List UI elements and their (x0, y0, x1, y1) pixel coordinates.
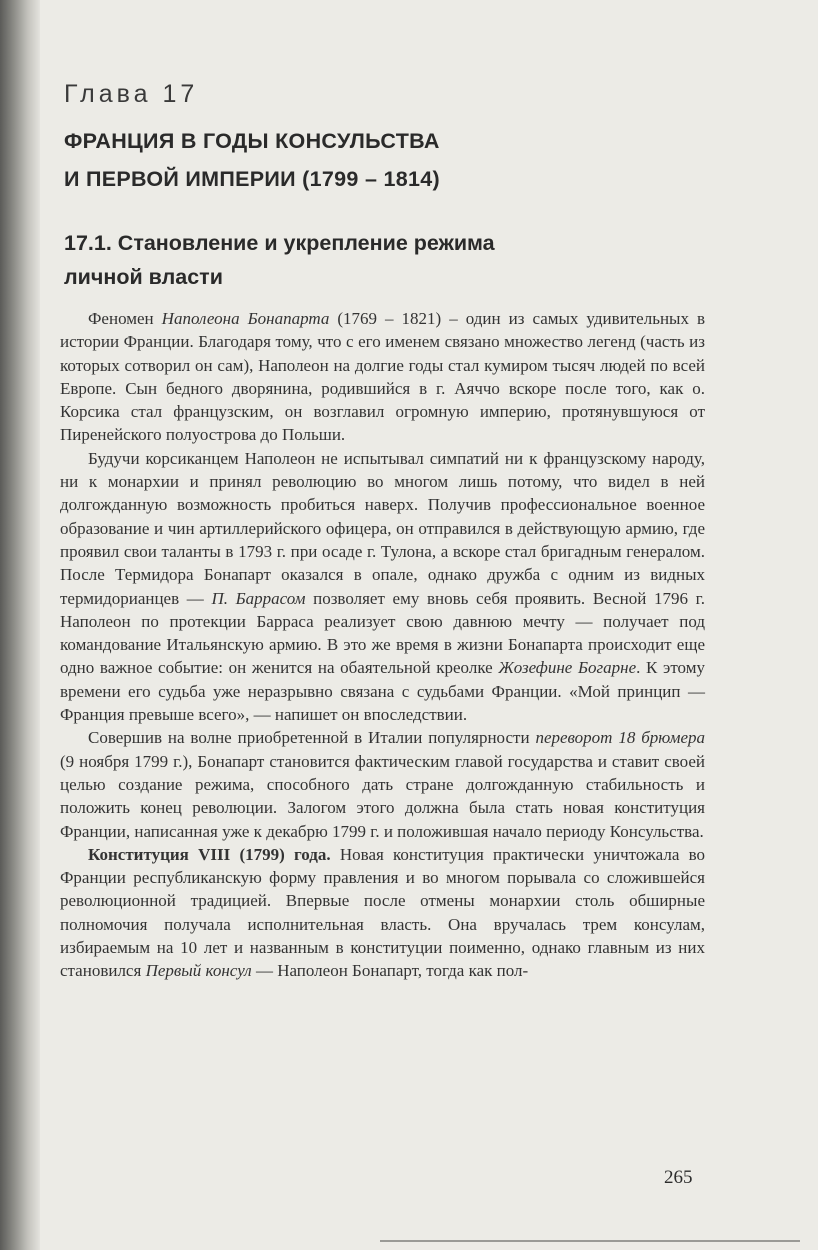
chapter-label: Глава 17 (64, 80, 199, 108)
emphasis-coup: переворот 18 брюмера (535, 728, 705, 748)
emphasis-josephine: Жозефине Богарне (498, 658, 637, 678)
paragraph-1 (60, 307, 705, 447)
text-run: — Наполеон Бонапарт, тогда как пол- (251, 961, 529, 981)
emphasis-barras: П. Баррасом (211, 588, 306, 608)
bold-constitution-heading: Конституция VIII (1799) года. (88, 844, 331, 864)
text-run: (9 ноября 1799 г.), Бонапарт становится фактическим главой государства и ставит своей целью создание режима, способного дать стране долгожданную стабильность и положить конец революции. Залогом этого должна была стать новая конституция Франции, написанная уже к декабрю 1799 г. и положившая начало периоду Консульства. (60, 751, 705, 841)
paragraph-4 (60, 843, 705, 983)
emphasis-napoleon: Наполеона Бонапарта (161, 309, 330, 328)
paragraph-3 (60, 726, 705, 842)
text-run: . К этому времени его судьба уже неразрывно связана с судьбами Франции. «Мой принцип — Франция превыше всего», — напишет он впоследствии. (60, 658, 705, 725)
section-title-line-1: 17.1. Становление и укрепление режима (64, 231, 495, 255)
chapter-title-line-1: ФРАНЦИЯ В ГОДЫ КОНСУЛЬСТВА (64, 129, 440, 153)
section-title-line-2: личной власти (64, 265, 223, 289)
paragraph-2 (60, 447, 705, 727)
page-edge-line (380, 1240, 800, 1242)
section-title (64, 226, 684, 294)
text-run: Новая конституция практически уничтожала во Франции республиканскую форму правления и во многом порывала со сложившейся революционной традицией. Впервые после отмены монархии столь обширные полномочия получала исполнительная власть. Она вручалась трем консулам, избираемым на 10 лет и названным в конституции поименно, однако главным из них становился (60, 844, 705, 981)
text-run: Совершив на волне приобретенной в Италии популярности (88, 728, 536, 748)
book-binding-shadow (0, 0, 40, 1250)
body-text (60, 307, 705, 983)
text-run: (1769 – 1821) – один из самых удивительных в истории Франции. Благодаря тому, что с его именем связано множество легенд (часть из которых сотворил он сам), Наполеон на долгие годы стал кумиром тысяч людей по всей Европе. Сын бедного дворянина, родившийся в г. Аяччо вскоре после того, как о. Корсика стал французским, он возглавил огромную империю, протянувшуюся от Пиренейского полуострова до Польши. (60, 309, 706, 445)
text-run: Будучи корсиканцем Наполеон не испытывал симпатий ни к французскому народу, ни к монархии и принял революцию во многом лишь потому, что видел в ней долгожданную возможность пробиться наверх. Получив профессиональное военное образование и чин артиллерийского офицера, он отправился в действующую армию, где проявил свои таланты в 1793 г. при осаде г. Тулона, а вскоре стал бригадным генералом. После Термидора Бонапарт оказался в опале, однако дружба с одним из видных термидорианцев — (60, 448, 705, 608)
text-run: позволяет ему вновь себя проявить. Весной 1796 г. Наполеон по протекции Барраса реализует свою давнюю мечту — получает под командование Итальянскую армию. В это же время в жизни Бонапарта происходит еще одно важное событие: он женится на обаятельной креолке (60, 588, 705, 678)
page-number: 265 (664, 1167, 693, 1188)
chapter-title-line-2: И ПЕРВОЙ ИМПЕРИИ (1799 – 1814) (64, 167, 440, 191)
emphasis-first-consul: Первый консул (145, 961, 252, 981)
chapter-title (64, 122, 684, 198)
text-run: Феномен (88, 309, 162, 328)
